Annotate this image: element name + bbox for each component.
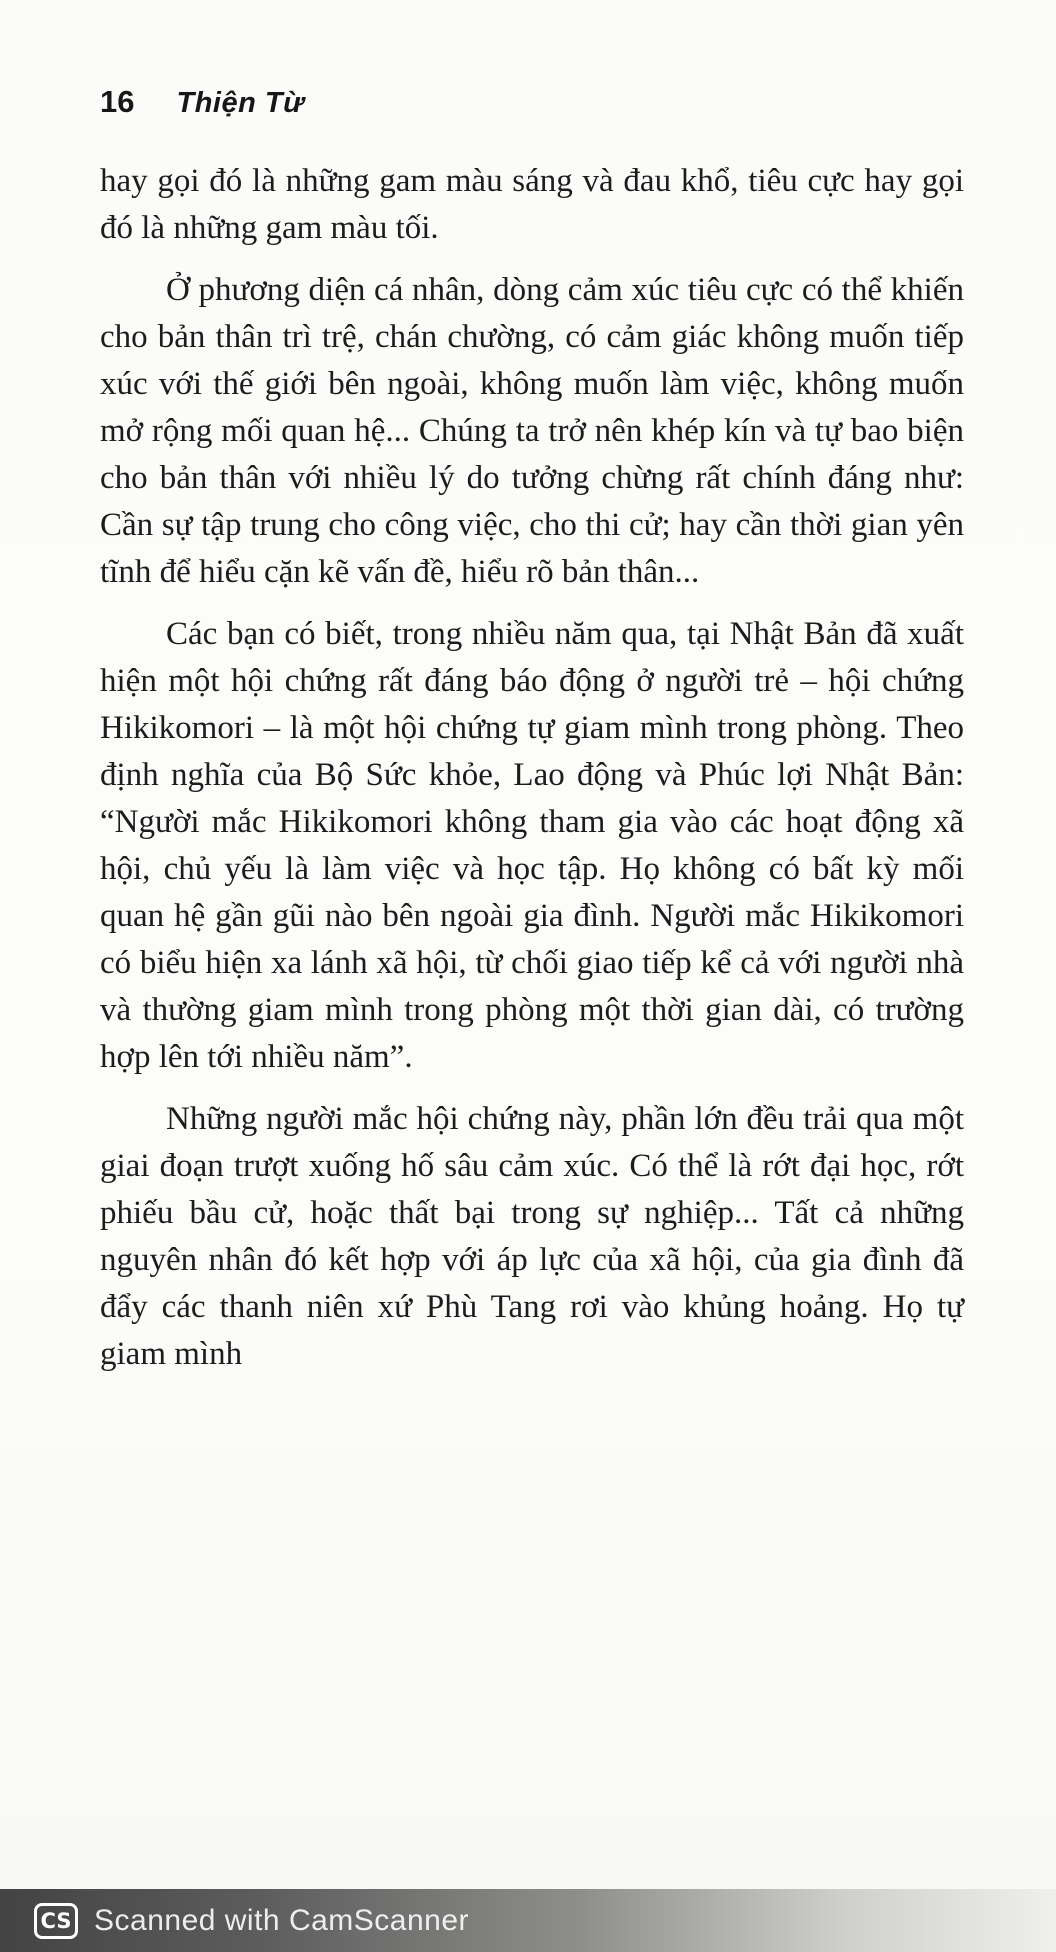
body-text [100, 158, 964, 1393]
paragraph: Các bạn có biết, trong nhiều năm qua, tại Nhật Bản đã xuất hiện một hội chứng rất đáng báo động ở người trẻ – hội chứng Hikikomori – là một hội chứng tự giam mình trong phòng. Theo định nghĩa của Bộ Sức khỏe, Lao động và Phúc lợi Nhật Bản: “Người mắc Hikikomori không tham gia vào các hoạt động xã hội, chủ yếu là làm việc và học tập. Họ không có bất kỳ mối quan hệ gần gũi nào bên ngoài gia đình. Người mắc Hikikomori có biểu hiện xa lánh xã hội, từ chối giao tiếp kể cả với người nhà và thường giam mình trong phòng một thời gian dài, có trường hợp lên tới nhiều năm”. [100, 616, 964, 1075]
camscanner-watermark-text: Scanned with CamScanner [94, 1903, 470, 1937]
running-title: Thiện Từ [176, 87, 305, 119]
page-number: 16 [100, 84, 135, 119]
camscanner-footer [0, 1889, 1056, 1952]
paragraph: Ở phương diện cá nhân, dòng cảm xúc tiêu cực có thể khiến cho bản thân trì trệ, chán chường, có cảm giác không muốn tiếp xúc với thế giới bên ngoài, không muốn làm việc, không muốn mở rộng mối quan hệ... Chúng ta trở nên khép kín và tự bao biện cho bản thân với nhiều lý do tưởng chừng rất chính đáng như: Cần sự tập trung cho công việc, cho thi cử; hay cần thời gian yên tĩnh để hiểu cặn kẽ vấn đề, hiểu rõ bản thân... [100, 272, 964, 590]
paragraph: Những người mắc hội chứng này, phần lớn đều trải qua một giai đoạn trượt xuống hố sâu cảm xúc. Có thể là rớt đại học, rớt phiếu bầu cử, hoặc thất bại trong sự nghiệp... Tất cả những nguyên nhân đó kết hợp với áp lực của xã hội, của gia đình đã đẩy các thanh niên xứ Phù Tang rơi vào khủng hoảng. Họ tự giam mình [100, 1101, 964, 1372]
paragraph: hay gọi đó là những gam màu sáng và đau khổ, tiêu cực hay gọi đó là những gam màu tối. [100, 163, 964, 246]
running-head [100, 84, 304, 120]
camscanner-logo-icon: CS [34, 1903, 78, 1939]
